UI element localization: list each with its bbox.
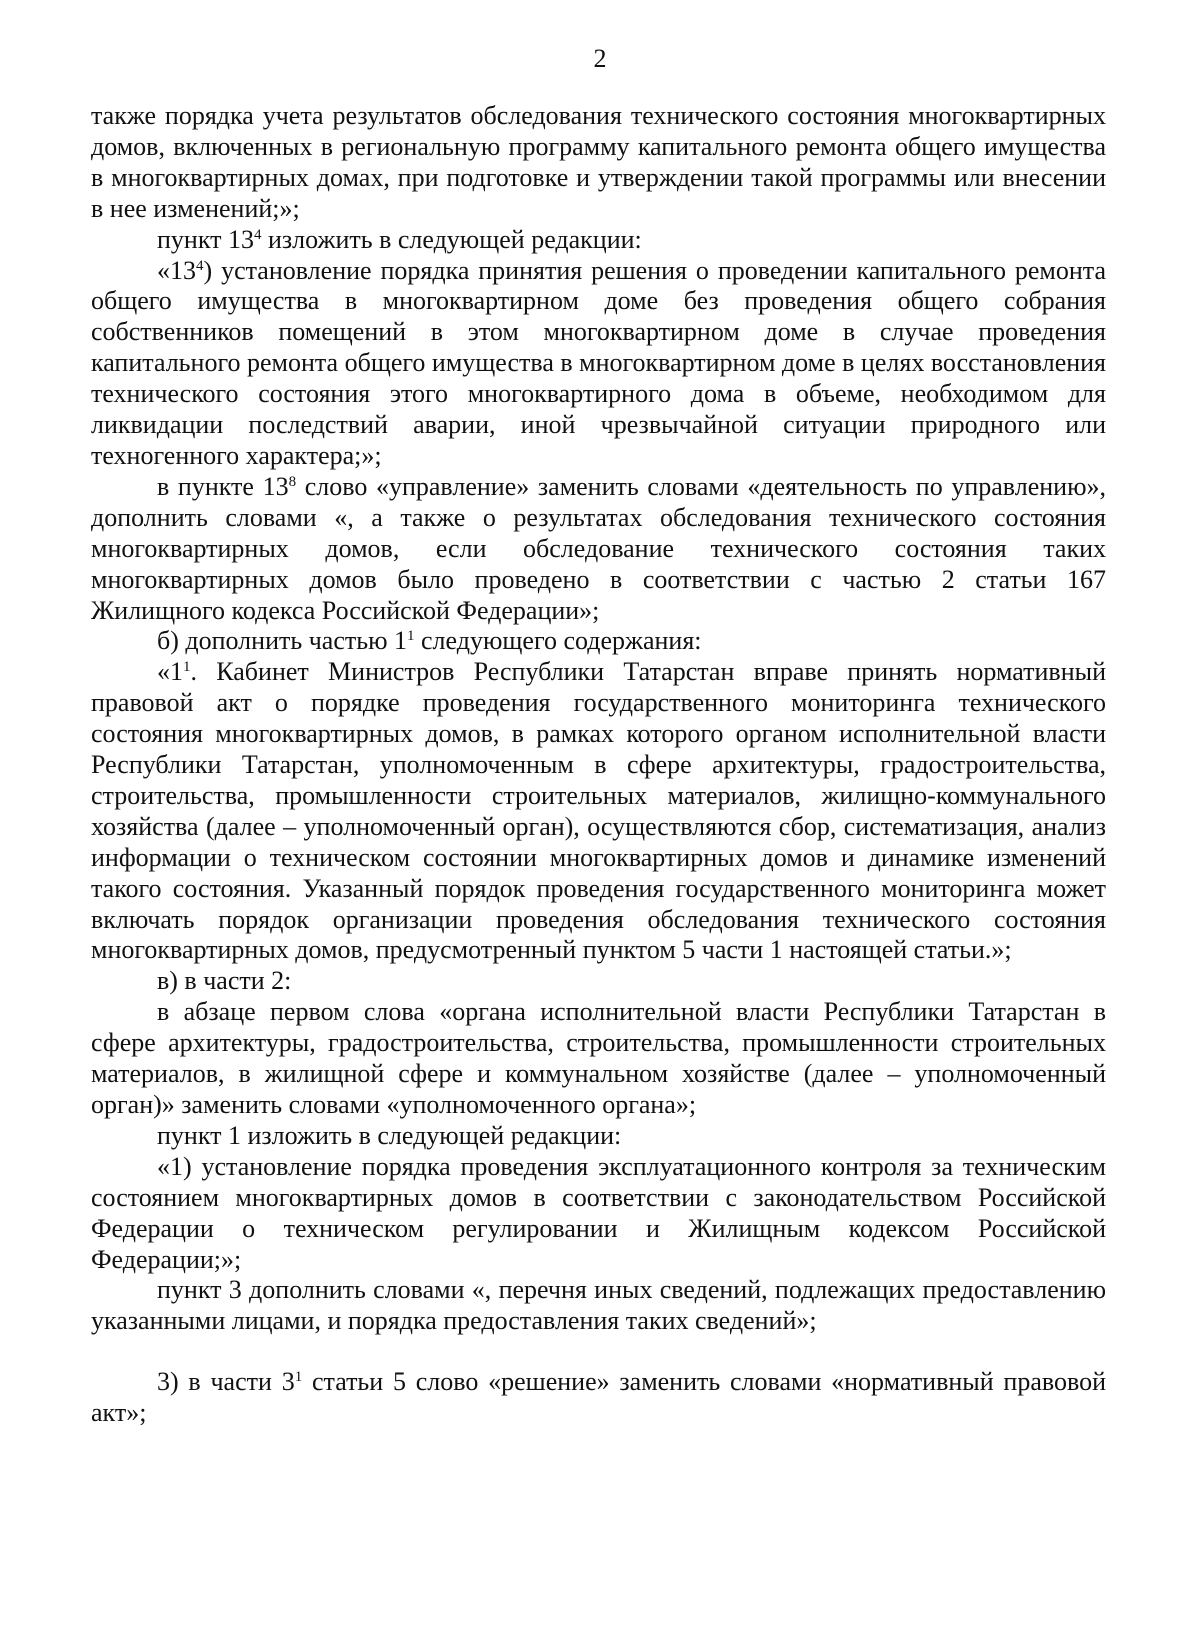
text-run: пункт 1 изложить в следующей редакции: [157, 1120, 622, 1150]
superscript-index: 4 [253, 226, 262, 243]
page-number: 2 [593, 44, 607, 73]
superscript-index: 8 [288, 473, 297, 490]
superscript-index: 1 [183, 659, 191, 676]
paragraph [91, 1367, 1106, 1429]
paragraph [91, 225, 1106, 256]
paragraph [91, 472, 1106, 627]
text-run: «1 [157, 657, 183, 687]
paragraph [91, 966, 1106, 997]
text-run: также порядка учета результатов обследования технического состояния многоквартирных домов, включенных в региональную программу капитального ремонта общего имущества в многоквартирных домах, при подготовке и утверждении такой программы или внесении в нее изменений;»; [91, 101, 1106, 223]
paragraph [91, 1121, 1106, 1152]
text-run: изложить в следующей редакции: [261, 224, 642, 254]
text-run: пункт 13 [157, 224, 254, 254]
text-run: следующего содержания: [414, 626, 702, 656]
paragraph [91, 256, 1106, 472]
document-body [91, 101, 1106, 1429]
text-run: «13 [157, 255, 196, 285]
paragraph [91, 1275, 1106, 1337]
text-run: 3) в части 3 [157, 1367, 295, 1397]
paragraph [91, 101, 1106, 225]
text-run: статьи 5 слово «решение» заменить словами «нормативный правовой акт»; [91, 1367, 1106, 1428]
text-run: слово «управление» заменить словами «деятельность по управлению», дополнить словами «, а также о результатах обследования технического состояния многоквартирных домов, если обследование технического состояния таких многоквартирных домов было проведено в соответствии с частью 2 статьи 167 Жилищного кодекса Российской Федерации»; [91, 471, 1106, 625]
paragraph [91, 1152, 1106, 1276]
text-run: в) в части 2: [157, 966, 292, 996]
text-run: пункт 3 дополнить словами «, перечня иных сведений, подлежащих предоставлению указанными лицами, и порядка предоставления таких сведений»; [91, 1275, 1106, 1336]
text-run: ) установление порядка принятия решения о проведении капитального ремонта общего имущества в многоквартирном доме без проведения общего собрания собственников помещений в этом многоквартирном доме в случае проведения капитального ремонта общего имущества в многоквартирном доме в целях восстановления технического состояния этого многоквартирного дома в объеме, необходимом для ликвидации последствий аварии, иной чрезвычайной ситуации природного или техногенного характера;»; [91, 255, 1107, 470]
superscript-index: 1 [294, 1369, 303, 1386]
paragraph [91, 626, 1106, 657]
paragraph [91, 997, 1106, 1121]
superscript-index: 4 [196, 257, 204, 274]
paragraph [91, 657, 1106, 966]
text-run: в пункте 13 [157, 471, 289, 501]
text-run: . Кабинет Министров Республики Татарстан вправе принять нормативный правовой акт о порядке проведения государственного мониторинга технического состояния многоквартирных домов, в рамках которого органом исполнительной власти Республики Татарстан, уполномоченным в сфере архитектуры, градостроительства, строительства, промышленности строительных материалов, жилищно-коммунального хозяйства (далее – уполномоченный орган), осуществляются сбор, систематизация, анализ информации о техническом состоянии многоквартирных домов и динамике изменений такого состояния. Указанный порядок проведения государственного мониторинга может включать порядок организации проведения обследования технического состояния многоквартирных домов, предусмотренный пунктом 5 части 1 настоящей статьи.»; [91, 657, 1106, 965]
text-run: б) дополнить частью 1 [157, 626, 408, 656]
text-run: в абзаце первом слова «органа исполнительной власти Республики Татарстан в сфере архитектуры, градостроительства, строительства, промышленности строительных материалов, в жилищной сфере и коммунальном хозяйстве (далее – уполномоченный орган)» заменить словами «уполномоченного органа»; [91, 997, 1106, 1119]
superscript-index: 1 [407, 628, 415, 645]
text-run: «1) установление порядка проведения эксплуатационного контроля за техническим состоянием многоквартирных домов в соответствии с законодательством Российской Федерации о техническом регулировании и Жилищным кодексом Российской Федерации;»; [91, 1151, 1106, 1274]
